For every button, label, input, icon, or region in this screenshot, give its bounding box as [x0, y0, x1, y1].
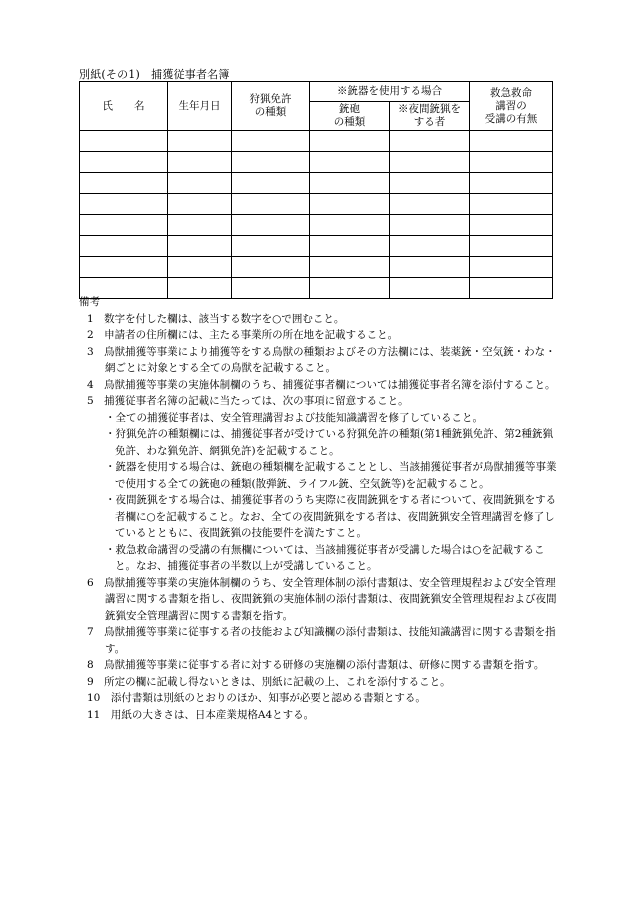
remark-11: 11 用紙の大きさは、日本産業規格A4とする。: [87, 708, 315, 721]
remark-5-sub-4: ・夜間銃猟をする場合は、捕獲従事者のうち実際に夜間銃猟をする者について、夜間銃猟をする者欄に○を記載すること。なお、全ての夜間銃猟をする者は、夜間銃猟安全管理講習を修了しているとともに、夜間銃猟の技能要件を満たすこと。: [105, 494, 557, 539]
remark-5: 5 捕獲従事者名簿の記載に当たっては、次の事項に留意すること。: [87, 395, 409, 407]
roster-cell[interactable]: [310, 215, 390, 236]
roster-cell[interactable]: [232, 236, 310, 257]
remark-5-sub-3: ・銃器を使用する場合は、銃砲の種類欄を記載することとし、当該捕獲従事者が鳥獣捕獲等事業で使用する全ての銃砲の種類(散弾銃、ライフル銃、空気銃等)を記載すること。: [105, 461, 557, 490]
roster-cell[interactable]: [168, 173, 232, 194]
roster-row: [80, 131, 553, 152]
document-title: 別紙(その1) 捕獲従事者名簿: [79, 68, 230, 81]
remark-4: 4 鳥獣捕獲等事業の実施体制欄のうち、捕獲従事者欄については捕獲従事者名簿を添付すること。: [87, 378, 556, 391]
roster-row: [80, 215, 553, 236]
roster-cell[interactable]: [390, 215, 470, 236]
roster-cell[interactable]: [470, 236, 553, 257]
roster-cell[interactable]: [232, 194, 310, 215]
remark-1: 1 数字を付した欄は、該当する数字を○で囲むこと。: [87, 312, 345, 325]
roster-cell[interactable]: [310, 173, 390, 194]
header-gun-use-group: ※銃器を使用する場合: [310, 82, 470, 102]
roster-cell[interactable]: [470, 173, 553, 194]
roster-row: [80, 173, 553, 194]
roster-cell[interactable]: [168, 152, 232, 173]
roster-cell[interactable]: [310, 257, 390, 278]
roster-cell[interactable]: [80, 215, 168, 236]
roster-cell[interactable]: [232, 215, 310, 236]
roster-cell[interactable]: [310, 194, 390, 215]
roster-cell[interactable]: [390, 236, 470, 257]
roster-cell[interactable]: [390, 131, 470, 152]
header-first-aid: 救急救命 講習の 受講の有無: [470, 82, 553, 131]
roster-cell[interactable]: [168, 194, 232, 215]
roster-cell[interactable]: [232, 131, 310, 152]
roster-cell[interactable]: [80, 194, 168, 215]
roster-cell[interactable]: [390, 173, 470, 194]
roster-cell[interactable]: [390, 257, 470, 278]
roster-row: [80, 257, 553, 278]
header-name: 氏 名: [80, 82, 168, 131]
remark-5-sub-5: ・救急救命講習の受講の有無欄については、当該捕獲従事者が受講した場合は○を記載すること。なお、捕獲従事者の半数以上が受講していること。: [105, 543, 545, 572]
roster-cell[interactable]: [168, 257, 232, 278]
remark-5-sub-1: ・全ての捕獲従事者は、安全管理講習および技能知識講習を修了していること。: [105, 411, 483, 424]
header-license-type: 狩猟免許 の種類: [232, 82, 310, 131]
header-night-shooter: ※夜間銃猟を する者: [390, 102, 470, 131]
roster-cell[interactable]: [80, 236, 168, 257]
roster-cell[interactable]: [470, 257, 553, 278]
remark-6: 6 鳥獣捕獲等事業の実施体制欄のうち、安全管理体制の添付書類は、安全管理規程および安全管理講習に関する書類を指し、夜間銃猟の実施体制の添付書類は、夜間銃猟安全管理規程および夜間銃猟安全管理講習に関する書類を指す。: [87, 576, 557, 622]
remark-3: 3 鳥獣捕獲等事業により捕獲等をする鳥獣の種類およびその方法欄には、装薬銃・空気銃・わな・網ごとに対象とする全ての鳥獣を記載すること。: [87, 345, 556, 374]
roster-cell[interactable]: [232, 257, 310, 278]
roster-cell[interactable]: [80, 152, 168, 173]
roster-cell[interactable]: [470, 194, 553, 215]
roster-cell[interactable]: [310, 131, 390, 152]
roster-cell[interactable]: [80, 131, 168, 152]
header-birthdate: 生年月日: [168, 82, 232, 131]
remark-10: 10 添付書類は別紙のとおりのほか、知事が必要と認める書類とする。: [87, 692, 426, 704]
roster-row: [80, 194, 553, 215]
roster-cell[interactable]: [390, 152, 470, 173]
remark-2: 2 申請者の住所欄には、主たる事業所の所在地を記載すること。: [87, 329, 399, 341]
roster-cell[interactable]: [80, 173, 168, 194]
remark-5-sub-2: ・狩猟免許の種類欄には、捕獲従事者が受けている狩猟免許の種類(第1種銃猟免許、第2種銃猟免許、わな猟免許、網猟免許)を記載すること。: [105, 428, 553, 457]
roster-body: [80, 131, 553, 299]
roster-cell[interactable]: [310, 236, 390, 257]
roster-cell[interactable]: [470, 131, 553, 152]
remark-8: 8 鳥獣捕獲等事業に従事する者に対する研修の実施欄の添付書類は、研修に関する書類を指す。: [87, 659, 545, 671]
capture-worker-roster-table: [79, 81, 553, 299]
roster-cell[interactable]: [470, 152, 553, 173]
roster-row: [80, 152, 553, 173]
roster-cell[interactable]: [168, 236, 232, 257]
roster-cell[interactable]: [80, 257, 168, 278]
roster-cell[interactable]: [232, 173, 310, 194]
remark-9: 9 所定の欄に記載し得ないときは、別紙に記載の上、これを添付すること。: [87, 675, 451, 688]
roster-cell[interactable]: [390, 194, 470, 215]
header-gun-type: 銃砲 の種類: [310, 102, 390, 131]
roster-cell[interactable]: [310, 152, 390, 173]
roster-cell[interactable]: [168, 215, 232, 236]
remarks-title: 備考: [79, 296, 100, 308]
roster-row: [80, 236, 553, 257]
roster-cell[interactable]: [168, 131, 232, 152]
roster-cell[interactable]: [470, 215, 553, 236]
remark-7: 7 鳥獣捕獲等事業に従事する者の技能および知識欄の添付書類は、技能知識講習に関する書類を指す。: [87, 626, 556, 655]
roster-cell[interactable]: [232, 152, 310, 173]
remarks-section: [79, 294, 559, 723]
